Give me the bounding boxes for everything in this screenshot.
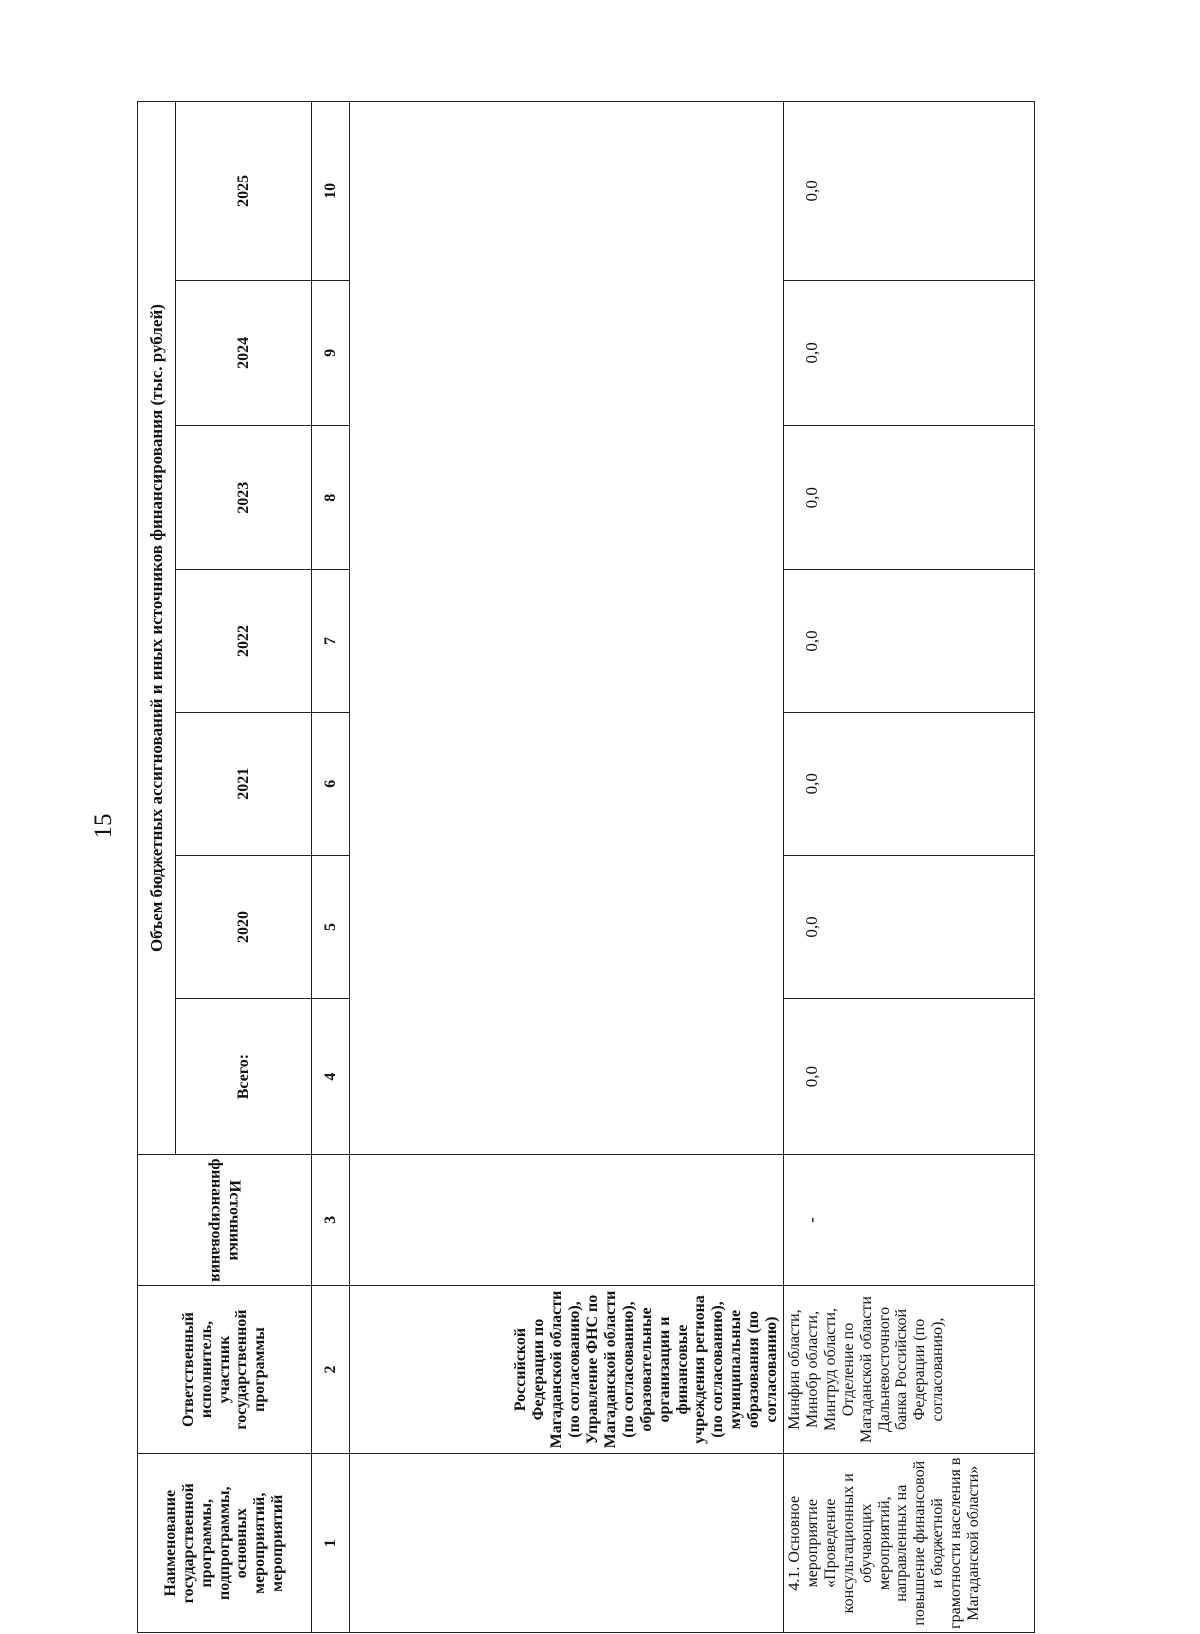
continuation-values [350,102,784,1155]
header-funding-source [138,1155,312,1285]
continuation-executor: Российской Федерации по Магаданской области (по согласованию), Управление ФНС по Магаданской области (по согласованию), образовательные организации и финансовые учреждения региона (по согласованию), муниципальные образования (по согласованию) [350,1285,784,1454]
header-year-2024: 2024 [176,280,312,425]
header-total: Всего: [176,999,312,1155]
continuation-source [350,1155,784,1285]
row-4-1-2022: 0,0 [784,570,1035,712]
header-year-2022: 2022 [176,570,312,712]
col-number-3: 3 [312,1155,350,1285]
header-executor: Ответственный исполнитель, участник государственной программы [138,1285,312,1454]
col-number-9: 9 [312,280,350,425]
header-year-2023: 2023 [176,426,312,570]
page-number: 15 [90,813,117,839]
row-4-1-source: - [784,1155,1035,1285]
header-funding-group: Объем бюджетных ассигнований и иных источников финансирования (тыс. рублей) [138,102,176,1155]
row-4-1-name: 4.1. Основное мероприятие «Проведение консультационных и обучающих мероприятий, направленных на повышение финансовой и бюджетной грамотности населения в Магаданской области» [784,1454,1035,1633]
row-4-1-2020: 0,0 [784,855,1035,998]
col-number-4: 4 [312,999,350,1155]
row-4-1-executor: Минфин области, Минобр области, Минтруд области, Отделение по Магаданской области Дальневосточного банка Российской Федерации (по согласованию), [784,1285,1035,1454]
row-4-1-2024: 0,0 [784,280,1035,425]
continuation-name [350,1454,784,1633]
col-number-1: 1 [312,1454,350,1633]
header-program-name: Наименование государственной программы, подпрограммы, основных мероприятий, мероприятий [138,1454,312,1633]
col-number-8: 8 [312,426,350,570]
header-row-1 [138,102,176,1633]
row-4-1-2023: 0,0 [784,426,1035,570]
row-4-1-2025: 0,0 [784,102,1035,281]
financing-table-rotated [137,101,1034,1633]
table-row-4-1 [784,102,1035,1633]
col-number-7: 7 [312,570,350,712]
continuation-row [350,102,784,1633]
col-number-6: 6 [312,712,350,855]
header-year-2025: 2025 [176,102,312,281]
row-4-1-total: 0,0 [784,999,1035,1155]
col-number-10: 10 [312,102,350,281]
header-year-2020: 2020 [176,855,312,998]
header-year-2021: 2021 [176,712,312,855]
column-number-row [312,102,350,1633]
financing-table [137,101,1035,1633]
col-number-5: 5 [312,855,350,998]
row-4-1-2021: 0,0 [784,712,1035,855]
col-number-2: 2 [312,1285,350,1454]
header-funding-source-text: Источники финансирования [207,1158,243,1282]
